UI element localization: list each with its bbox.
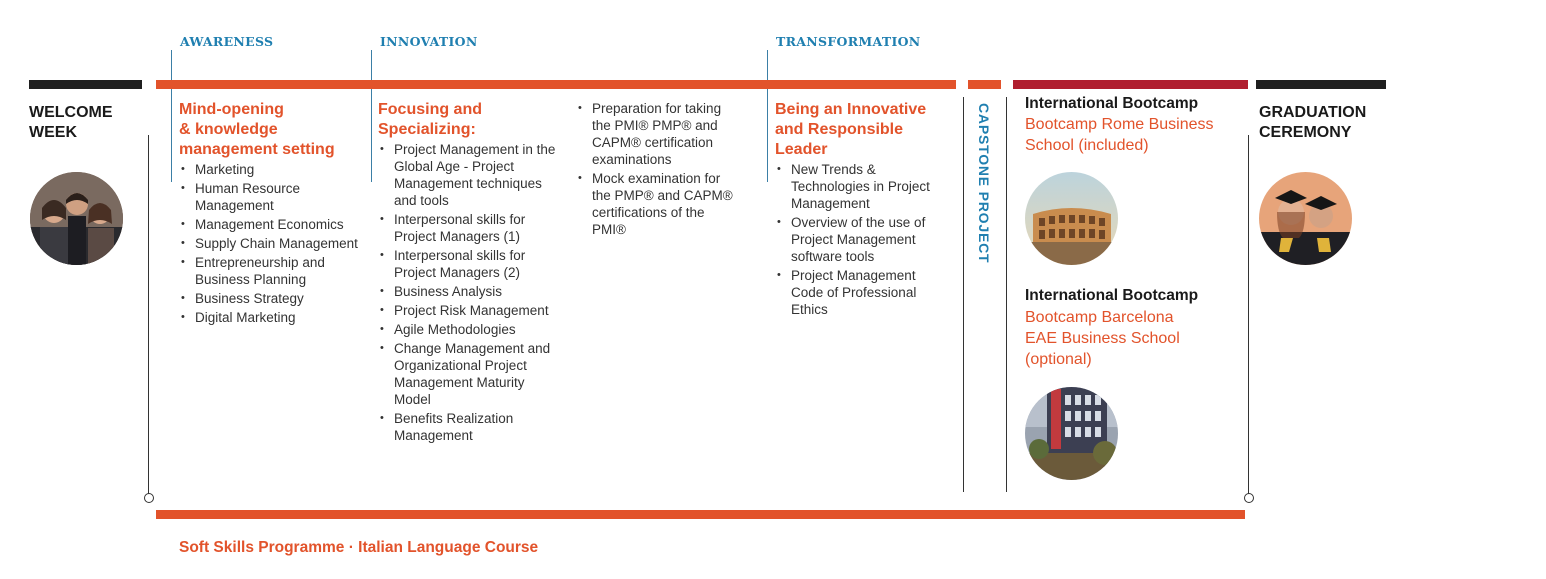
graduation-photo [1259,172,1352,265]
course-item: • Interpersonal skills for Project Managers (1) [378,211,556,245]
course-item: • Marketing [179,161,364,178]
bootcamp-2-description: Bootcamp Barcelona EAE Business School (optional) [1025,309,1180,368]
soft-skills-bar [156,510,1245,519]
course-item: • Benefits Realization Management [378,410,556,444]
phase-label-transformation: TRANSFORMATION [776,34,921,49]
course-item: • Entrepreneurship and Business Planning [179,254,364,288]
capstone-left-line [963,97,964,492]
barcelona-campus-photo [1025,387,1118,480]
certification-list [576,100,736,240]
course-item: • Project Risk Management [378,302,556,319]
phase-marker-innovation [371,50,372,182]
transformation-course-list [775,161,945,320]
capstone-project-label: CAPSTONE PROJECT [976,103,992,264]
phase-marker-transformation [767,50,768,182]
bootcamp-bar [1013,80,1248,89]
course-item: • Project Management Code of Professional Ethics [775,267,945,318]
course-item: • Digital Marketing [179,309,364,326]
course-item: • Management Economics [179,216,364,233]
course-item: • Change Management and Organizational Project Management Maturity Model [378,340,556,408]
welcome-title: WELCOME WEEK [29,104,113,141]
soft-skills-label: Soft Skills Programme · Italian Language Course [179,539,539,556]
awareness-course-list [179,161,364,328]
course-item: • Interpersonal skills for Project Managers (2) [378,247,556,281]
course-item: • Supply Chain Management [179,235,364,252]
timeline-start-dot [144,493,154,503]
bootcamp-1-description: Bootcamp Rome Business School (included) [1025,116,1214,154]
timeline-end-dot [1244,493,1254,503]
capstone-bar [968,80,1001,89]
capstone-right-line [1006,97,1007,492]
rome-colosseum-photo [1025,172,1118,265]
innovation-heading: Focusing and Specializing: [378,101,482,138]
graduation-bar [1256,80,1386,89]
welcome-week-photo [30,172,123,265]
course-item: • New Trends & Technologies in Project Management [775,161,945,212]
course-item: • Agile Methodologies [378,321,556,338]
graduation-connector-line [1248,135,1249,495]
innovation-course-list [378,141,556,446]
awareness-heading: Mind-opening & knowledge management setting [179,101,335,158]
bootcamp-1-title: International Bootcamp [1025,95,1199,112]
phase-label-innovation: INNOVATION [380,34,478,49]
course-item: • Preparation for taking the PMI® PMP® and CAPM® certification examinations [576,100,736,168]
bootcamp-2-title: International Bootcamp [1025,287,1199,304]
graduation-title: GRADUATION CEREMONY [1259,104,1367,141]
transformation-heading: Being an Innovative and Responsible Leader [775,101,927,158]
course-item: • Overview of the use of Project Management software tools [775,214,945,265]
phase-label-awareness: AWARENESS [180,34,274,49]
core-program-bar [156,80,956,89]
course-item: • Business Strategy [179,290,364,307]
course-item: • Project Management in the Global Age - Project Management techniques and tools [378,141,556,209]
welcome-connector-line [148,135,149,495]
phase-marker-awareness [171,50,172,182]
course-item: • Business Analysis [378,283,556,300]
welcome-bar [29,80,142,89]
course-item: • Human Resource Management [179,180,364,214]
course-item: • Mock examination for the PMP® and CAPM® certifications of the PMI® [576,170,736,238]
